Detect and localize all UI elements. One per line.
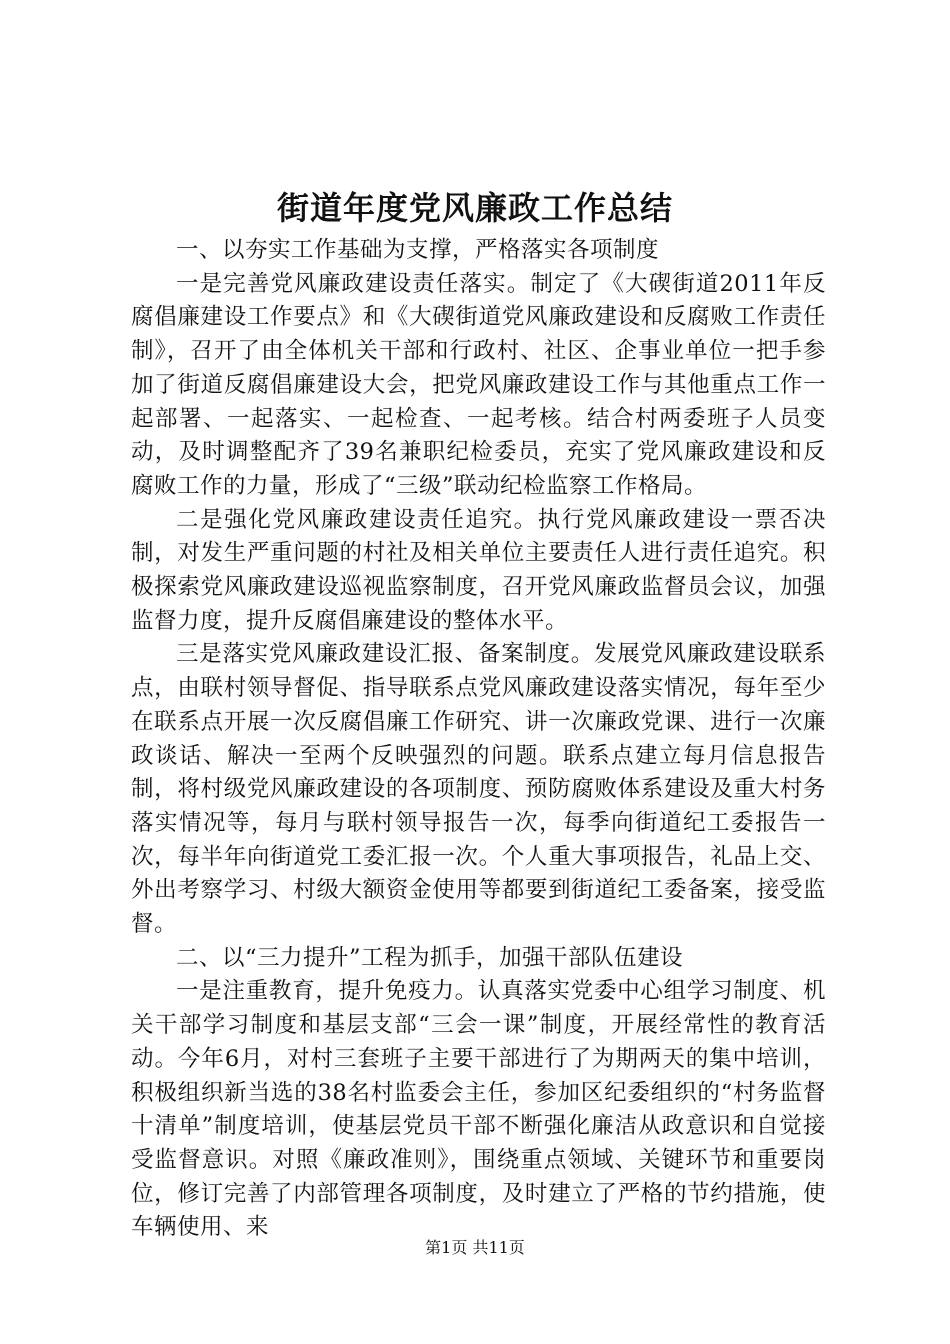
section-heading-1: 一、以夯实工作基础为支撑，严格落实各项制度	[176, 237, 660, 263]
document-body	[131, 234, 826, 1245]
section-heading-2: 二、以“三力提升”工程为抓手，加强干部队伍建设	[176, 944, 684, 971]
document-title: 街道年度党风廉政工作总结	[276, 189, 673, 227]
page-footer: 第1页 共11页	[425, 1238, 525, 1257]
body-paragraph: 三是落实党风廉政建设汇报、备案制度。发展党风廉政建设联系点，由联村领导督促、指导联系点党风廉政建设落实情况，每年至少在联系点开展一次反腐倡廉工作研究、讲一次廉政党课、进行一次廉政谈话、解决一至两个反映强烈的问题。联系点建立每月信息报告制，将村级党风廉政建设的各项制度、预防腐败体系建设及重大村务落实情况等，每月与联村领导报告一次，每季向街道纪工委报告一次，每半年向街道党工委汇报一次。个人重大事项报告，礼品上交、外出考察学习、村级大额资金使用等都要到街道纪工委备案，接受监督。	[131, 641, 826, 938]
body-paragraph: 二是强化党风廉政建设责任追究。执行党风廉政建设一票否决制，对发生严重问题的村社及相关单位主要责任人进行责任追究。积极探索党风廉政建设巡视监察制度，召开党风廉政监督员会议，加强监督力度，提升反腐倡廉建设的整体水平。	[131, 506, 826, 634]
body-paragraph: 一是注重教育，提升免疫力。认真落实党委中心组学习制度、机关干部学习制度和基层支部“三会一课”制度，开展经常性的教育活动。今年6月，对村三套班子主要干部进行了为期两天的集中培训，积极组织新当选的38名村监委会主任，参加区纪委组织的“村务监督十清单”制度培训，使基层党员干部不断强化廉洁从政意识和自觉接受监督意识。对照《廉政准则》，围绕重点领域、关键环节和重要岗位，修订完善了内部管理各项制度，及时建立了严格的节约措施，使车辆使用、来	[131, 978, 826, 1241]
body-paragraph: 一是完善党风廉政建设责任落实。制定了《大碶街道2011年反腐倡廉建设工作要点》和《大碶街道党风廉政建设和反腐败工作责任制》，召开了由全体机关干部和行政村、社区、企事业单位一把手参加了街道反腐倡廉建设大会，把党风廉政建设工作与其他重点工作一起部署、一起落实、一起检查、一起考核。结合村两委班子人员变动，及时调整配齐了39名兼职纪检委员，充实了党风廉政建设和反腐败工作的力量，形成了“三级”联动纪检监察工作格局。	[131, 270, 826, 499]
